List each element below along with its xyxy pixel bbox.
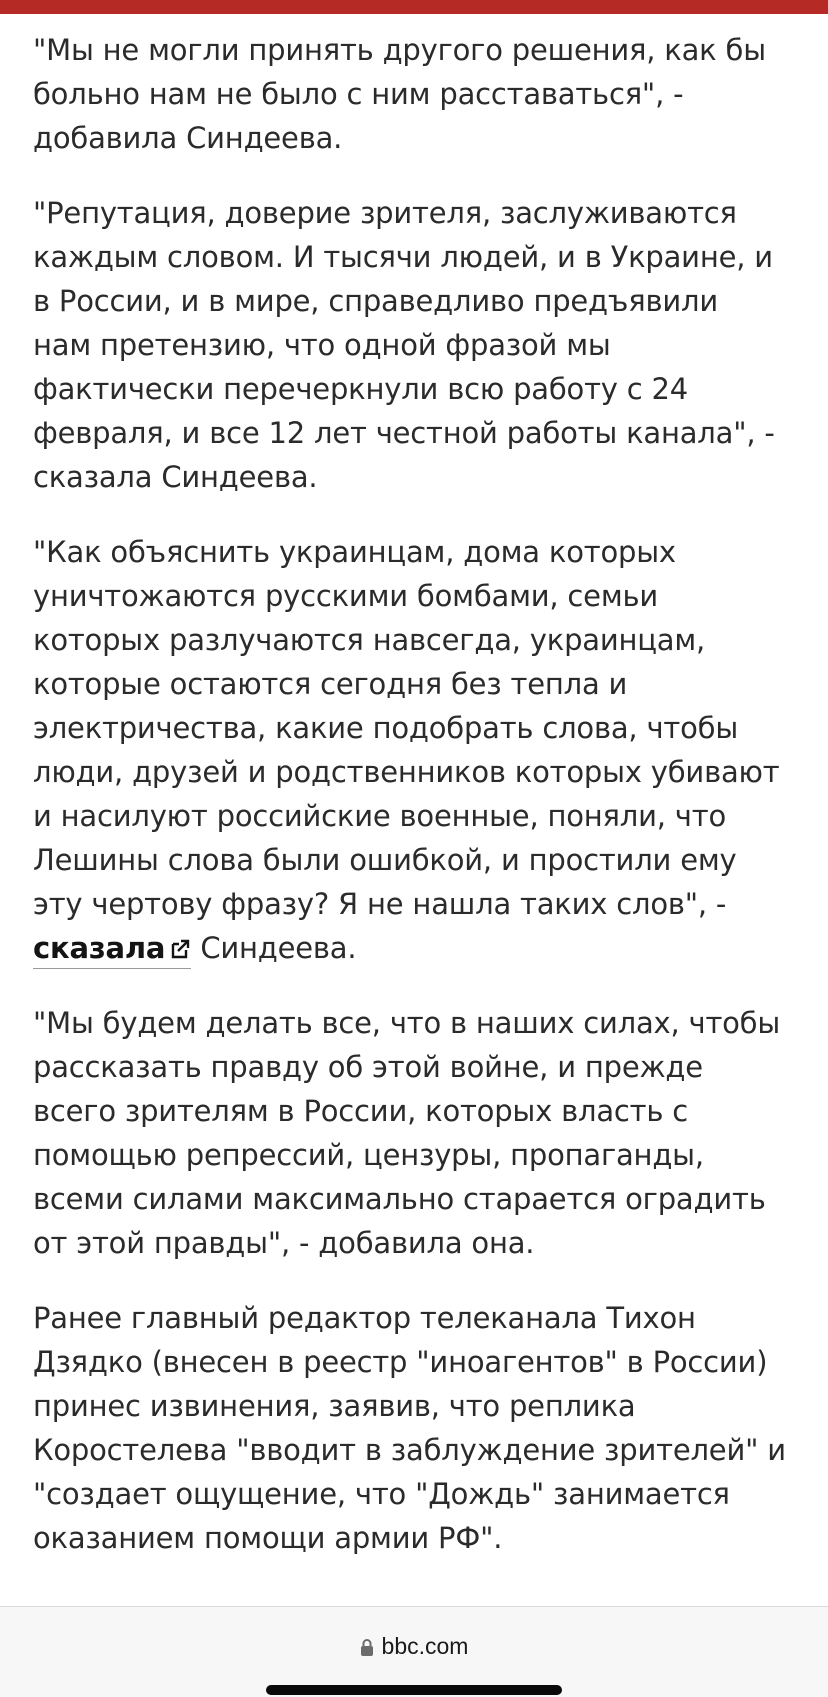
- paragraph-5: [33, 1296, 795, 1560]
- text-line: в России, и в мире, справедливо предъявили: [33, 284, 718, 318]
- text-line: "Репутация, доверие зрителя, заслуживаются: [33, 196, 737, 230]
- paragraph-4: [33, 1001, 795, 1265]
- text-line: которые остаются сегодня без тепла и: [33, 667, 628, 701]
- url-text: bbc.com: [381, 1633, 469, 1659]
- external-link-label: сказала: [33, 931, 166, 965]
- paragraph-3: [33, 530, 795, 970]
- text-line: "создает ощущение, что "Дождь" занимается: [33, 1477, 730, 1511]
- text-line: Ранее главный редактор телеканала Тихон: [33, 1301, 696, 1335]
- text-line: больно нам не было с ним расставаться", -: [33, 77, 684, 111]
- text-line: "Мы будем делать все, что в наших силах, чтобы: [33, 1006, 781, 1040]
- text-line: рассказать правду об этой войне, и прежде: [33, 1050, 703, 1084]
- text-line: уничтожаются русскими бомбами, семьи: [33, 579, 659, 613]
- article-body: [33, 28, 795, 1591]
- text-line: и насилуют российские военные, поняли, что: [33, 799, 726, 833]
- text-line: всего зрителям в России, которых власть с: [33, 1094, 688, 1128]
- external-source-link[interactable]: [33, 930, 191, 969]
- text-line: "Мы не могли принять другого решения, как бы: [33, 33, 766, 67]
- text-line: оказанием помощи армии РФ".: [33, 1521, 503, 1555]
- text-line-with-link: [33, 926, 795, 970]
- text-line: февраля, и все 12 лет честной работы канала", -: [33, 416, 775, 450]
- text-line: всеми силами максимально старается оградить: [33, 1182, 766, 1216]
- text-line: каждым словом. И тысячи людей, и в Украине, и: [33, 240, 773, 274]
- text-tail: Синдеева.: [200, 931, 357, 965]
- lock-icon: [360, 1638, 374, 1656]
- address-bar[interactable]: [0, 1633, 828, 1660]
- text-line: которых разлучаются навсегда, украинцам,: [33, 623, 706, 657]
- home-indicator[interactable]: [266, 1685, 562, 1695]
- text-line: принес извинения, заявив, что реплика: [33, 1389, 636, 1423]
- text-line: от этой правды", - добавила она.: [33, 1226, 535, 1260]
- external-link-icon: [169, 938, 191, 960]
- text-line: Коростелева "вводит в заблуждение зрителей" и: [33, 1433, 786, 1467]
- text-line: нам претензию, что одной фразой мы: [33, 328, 611, 362]
- text-line: Лешины слова были ошибкой, и простили ему: [33, 843, 737, 877]
- text-line: фактически перечеркнули всю работу с 24: [33, 372, 689, 406]
- text-line: Дзядко (внесен в реестр "иноагентов" в России): [33, 1345, 768, 1379]
- paragraph-1: [33, 28, 795, 160]
- text-line: "Как объяснить украинцам, дома которых: [33, 535, 676, 569]
- text-line: добавила Синдеева.: [33, 121, 343, 155]
- text-line: помощью репрессий, цензуры, пропаганды,: [33, 1138, 704, 1172]
- top-accent-bar: [0, 0, 828, 14]
- text-line: люди, друзей и родственников которых убивают: [33, 755, 780, 789]
- text-line: электричества, какие подобрать слова, чтобы: [33, 711, 739, 745]
- text-line: эту чертову фразу? Я не нашла таких слов", -: [33, 887, 727, 921]
- browser-bottom-bar: [0, 1606, 828, 1697]
- paragraph-2: [33, 191, 795, 499]
- text-line: сказала Синдеева.: [33, 460, 318, 494]
